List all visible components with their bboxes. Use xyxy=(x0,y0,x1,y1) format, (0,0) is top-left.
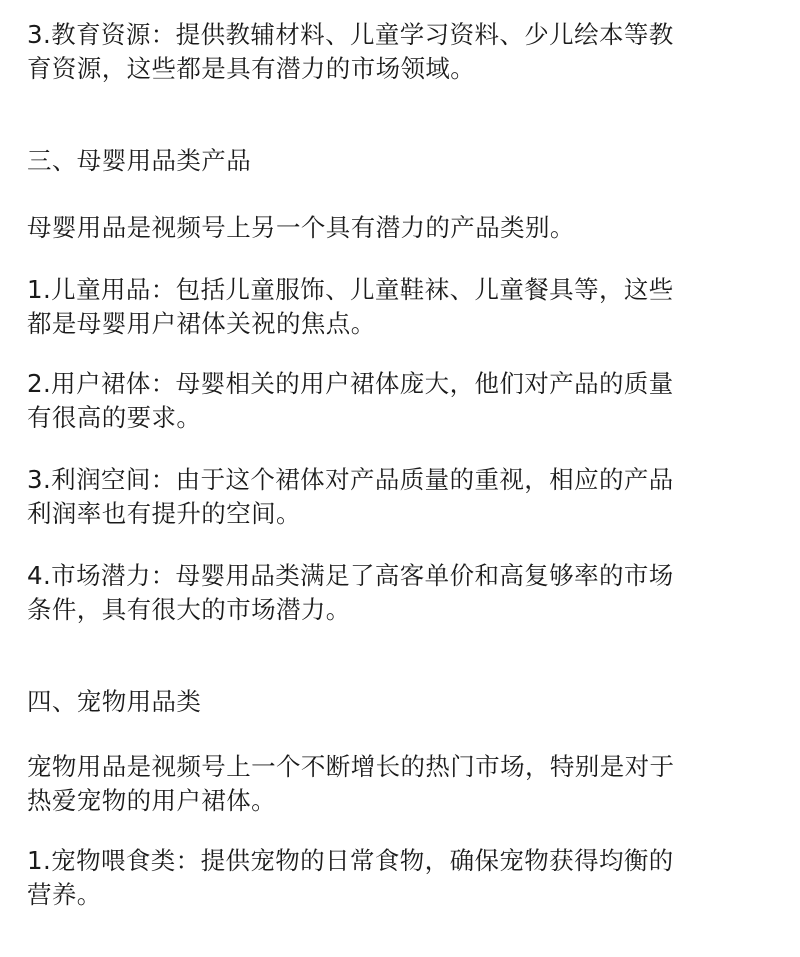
paragraph-line: 2.用户裙体：母婴相关的用户裙体庞大，他们对产品的质量 xyxy=(27,369,674,398)
paragraph-line: 利润率也有提升的空间。 xyxy=(27,499,301,528)
paragraph-line: 3.教育资源：提供教辅材料、儿童学习资料、少儿绘本等教 xyxy=(27,20,674,49)
paragraph-line: 1.宠物喂食类：提供宠物的日常食物，确保宠物获得均衡的 xyxy=(27,846,674,875)
paragraph-line: 母婴用品是视频号上另一个具有潜力的产品类别。 xyxy=(27,213,575,242)
paragraph-user-groups xyxy=(27,367,674,435)
paragraph-market-potential xyxy=(27,559,674,627)
paragraph-line: 育资源，这些都是具有潜力的市场领域。 xyxy=(27,54,476,83)
paragraph-line: 都是母婴用户裙体关祝的焦点。 xyxy=(27,309,376,338)
paragraph-maternal-intro xyxy=(27,211,575,245)
paragraph-kids-products xyxy=(27,273,674,341)
paragraph-line: 营养。 xyxy=(27,880,102,909)
section-heading: 三、母婴用品类产品 xyxy=(27,146,252,175)
paragraph-line: 条件，具有很大的市场潜力。 xyxy=(27,595,351,624)
section-heading: 四、宠物用品类 xyxy=(27,687,202,716)
paragraph-pet-food xyxy=(27,844,674,912)
section-heading-pet xyxy=(27,685,201,719)
paragraph-line: 热爱宠物的用户裙体。 xyxy=(27,786,276,815)
paragraph-line: 1.儿童用品：包括儿童服饰、儿童鞋袜、儿童餐具等，这些 xyxy=(27,275,674,304)
paragraph-line: 3.利润空间：由于这个裙体对产品质量的重视，相应的产品 xyxy=(27,465,674,494)
paragraph-line: 有很高的要求。 xyxy=(27,403,202,432)
paragraph-line: 宠物用品是视频号上一个不断增长的热门市场，特别是对于 xyxy=(27,752,675,781)
section-heading-maternal xyxy=(27,144,251,178)
paragraph-line: 4.市场潜力：母婴用品类满足了高客单价和高复够率的市场 xyxy=(27,561,674,590)
paragraph-profit-space xyxy=(27,463,674,531)
paragraph-education-resources xyxy=(27,18,674,86)
paragraph-pet-intro xyxy=(27,750,674,818)
